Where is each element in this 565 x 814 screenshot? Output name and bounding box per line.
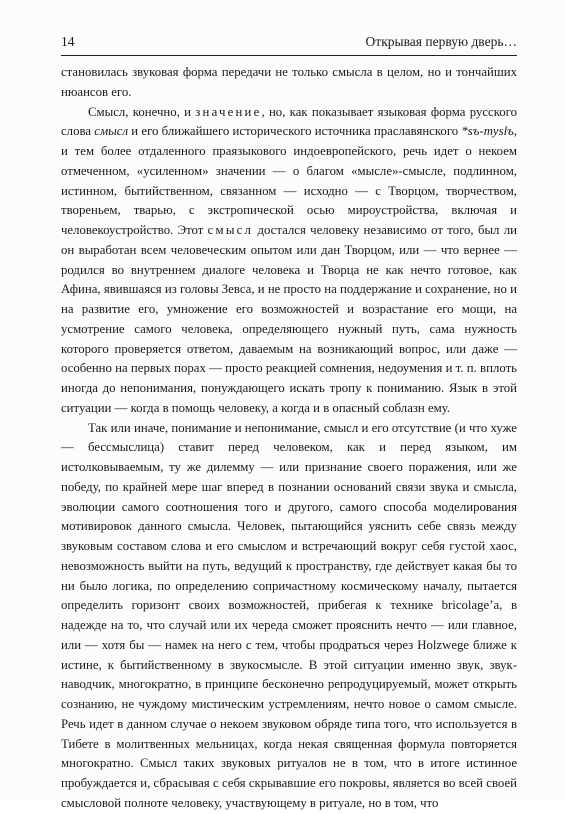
paragraph [61, 419, 517, 814]
body-text [61, 63, 517, 814]
text-run: становилась звуковая форма передачи не только смысла в целом, но и тончайших нюансов его. [61, 65, 517, 99]
paragraph [61, 103, 517, 419]
page-number: 14 [61, 34, 75, 49]
text-run: достался человеку независимо от того, был ли он выработан всем человеческим опытом или дан Творцом, или — что вернее — родился во внутреннем диалоге человека и Творца не как нечто готовое, как Афина, явившаяся из головы Зевса, и не просто на поддержание и сохранение, но и на развитие его, умножение его возможностей и возрастание его мощи, на усмотрение самого человека, определяющего нужный путь, сама нужность которого проверяется ответом, даваемым на возникающий вопрос, или даже — особенно на первых порах — просто реакцией сомнения, недоумения и т. п. вплоть иногда до непонимания, понуждающего искать тропу к пониманию. Язык в этой ситуации — когда в помощь человеку, а когда и в опасный соблазн ему. [61, 223, 518, 415]
italic-term: смысл [94, 124, 129, 139]
text-run: Так или иначе, понимание и непонимание, смысл и его отсутствие (и что хуже — бессмыслица) ставит перед человеком, как и перед языком, им истолковываемым, ту же дилемму — или признание своего поражения, или же победу, по крайней мере шаг вперед в познании оснований связи звука и смысла, эволюции самого соотношения того и другого, самого способа моделирования мотивировок данного смысла. Человек, пытающийся уяснить себе связь между звуковым составом слова и его смыслом и встречающий вокруг себя густой хаос, невозможность выйти на путь, ведущий к пространству, где действует какая бы то ни было логика, по определению сопричастному космическому началу, пытается определить горизонт своих возможностей, прибегая к технике bricolage’а, в надежде на то, что случай или их череда сможет прояснить нечто — или главное, или — хотя бы — намек на него с тем, чтобы продраться через Holzwege ближе к истине, к бытийственному в звукосмысле. В этой ситуации именно звук, звук-наводчик, многократно, в принципе бесконечно репродуцируемый, может открыть сознанию, не чуждому мистическим устремлениям, нечто новое о самом смысле. Речь идет в данном случае о некоем звуковом обряде типа того, что используется в Тибете в молитвенных мельницах, когда некая священная формула повторяется многократно. Смысл таких звуковых ритуалов не в том, что в итоге истинное пробуждается и, сбрасывая с себя скрывавшие его покровы, является во всей своей смысловой полноте человеку, участвующему в ритуале, но в том, что [61, 420, 517, 810]
text-run: , и тем более отдаленного праязыкового индоевропейского, речь идет о некоем отмеченном, «усиленном» значении — о благом «мысле»-смысле, подлинном, истинном, бытийственном, связанном — исходно — с Творцом, творчеством, твореньем, тварью, с экстропической осью мироустройства, включая и человекоустройство. Этот [61, 124, 517, 237]
spaced-emphasis: значение [195, 104, 262, 119]
running-title: Открывая первую дверь… [365, 34, 517, 49]
text-run: Смысл, конечно, и [88, 104, 196, 119]
text-run: и его ближайшего исторического источника праславянского [128, 124, 462, 139]
paragraph [61, 63, 517, 103]
text-run: , но, как показывает языковая форма русского слова [61, 104, 517, 139]
page-header [61, 34, 517, 54]
header-rule [61, 55, 517, 56]
spaced-emphasis: смысл [207, 223, 254, 237]
italic-term: *sъ-myslъ [461, 124, 514, 139]
